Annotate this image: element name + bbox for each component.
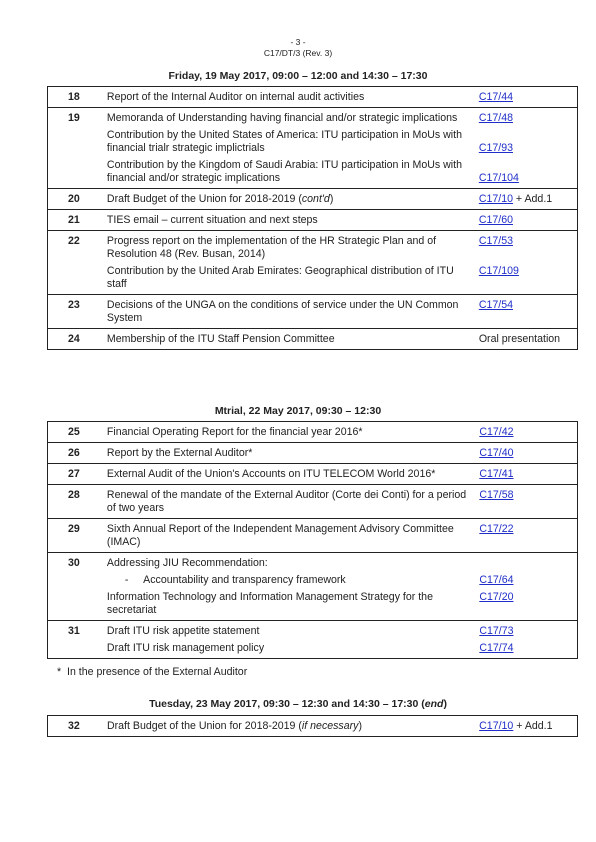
item-description: Contribution by the Kingdom of Saudi Arabia: ITU participation in MoUs with financial and/or strategic implications — [106, 159, 462, 184]
document-link[interactable]: C17/40 — [479, 447, 514, 459]
item-description: Financial Operating Report for the financial year 2016* — [107, 422, 479, 443]
item-description: Memoranda of Understanding having financial and/or strategic implications — [106, 112, 458, 124]
document-link[interactable]: C17/60 — [478, 214, 513, 226]
page-number: - 3 - — [290, 37, 306, 47]
item-description: External Audit of the Union's Accounts on ITU TELECOM World 2016* — [107, 464, 479, 485]
item-description: Information Technology and Information Management Strategy for the secretariat — [106, 591, 433, 616]
item-description: Membership of the ITU Staff Pension Committee — [107, 329, 479, 350]
table-row — [48, 210, 578, 231]
document-link[interactable]: C17/93 — [478, 142, 513, 154]
addendum-label: + Add.1 — [512, 193, 553, 205]
item-description: Draft Budget of the Union for 2018-2019 (if necessary) — [107, 716, 479, 737]
table-row — [48, 295, 578, 329]
document-link[interactable]: C17/104 — [478, 172, 519, 184]
section-title-monday: Mtrial, 22 May 2017, 09:30 – 12:30 — [214, 405, 382, 417]
table-row — [48, 87, 578, 108]
document-link[interactable]: C17/44 — [478, 91, 513, 103]
agenda-table-friday — [47, 86, 578, 350]
item-number: 28 — [48, 485, 107, 519]
table-row — [48, 189, 578, 210]
bullet-dash: - — [124, 574, 129, 586]
table-row — [48, 485, 578, 519]
item-description: Report by the External Auditor* — [107, 443, 479, 464]
item-number: 23 — [48, 295, 107, 329]
document-link[interactable]: C17/41 — [479, 468, 514, 480]
document-link[interactable]: C17/10 — [478, 193, 513, 205]
item-number: 29 — [48, 519, 107, 553]
item-number: 24 — [48, 329, 107, 350]
table-row — [48, 519, 578, 553]
reference-text: Oral presentation — [479, 329, 578, 350]
table-row — [48, 443, 578, 464]
item-description: Decisions of the UNGA on the conditions of service under the UN Common System — [107, 295, 479, 329]
item-description: Contribution by the United States of America: ITU participation in MoUs with financial trialr strategic implictrials — [106, 129, 462, 154]
document-link[interactable]: C17/64 — [479, 574, 514, 586]
item-description: Addressing JIU Recommendation: — [106, 557, 268, 569]
table-row — [48, 553, 578, 621]
document-link[interactable]: C17/20 — [479, 591, 514, 603]
table-row — [48, 329, 578, 350]
document-link[interactable]: C17/73 — [479, 625, 514, 637]
item-description: Sixth Annual Report of the Independent Management Advisory Committee (IMAC) — [107, 519, 479, 553]
item-number: 18 — [48, 87, 107, 108]
table-row — [48, 621, 578, 659]
document-link[interactable]: C17/109 — [478, 265, 519, 277]
agenda-table-tuesday — [47, 715, 578, 737]
item-number: 19 — [48, 108, 107, 189]
item-number: 25 — [48, 422, 107, 443]
table-row — [48, 464, 578, 485]
item-number: 20 — [48, 189, 107, 210]
document-link[interactable]: C17/53 — [478, 235, 513, 247]
table-row — [48, 231, 578, 295]
agenda-table-monday — [47, 421, 578, 659]
document-reference: C17/DT/3 (Rev. 3) — [263, 48, 333, 58]
addendum-label: + Add.1 — [513, 720, 553, 732]
item-number: 32 — [48, 716, 107, 737]
item-number: 22 — [48, 231, 107, 295]
bullet-item: - Accountability and transparency framework — [124, 574, 346, 586]
document-link[interactable]: C17/10 — [479, 720, 514, 732]
item-number: 30 — [48, 553, 107, 621]
document-link[interactable]: C17/22 — [479, 523, 514, 535]
item-description: Contribution by the United Arab Emirates: Geographical distribution of ITU staff — [106, 265, 454, 290]
footnote: * In the presence of the External Auditor — [57, 666, 248, 678]
table-row — [48, 716, 578, 737]
item-description: Draft Budget of the Union for 2018-2019 (cont'd) — [107, 189, 479, 210]
document-link[interactable]: C17/48 — [478, 112, 513, 124]
item-description: Renewal of the mandate of the External Auditor (Corte dei Conti) for a period of two years — [107, 485, 479, 519]
document-link[interactable]: C17/74 — [479, 642, 514, 654]
document-link[interactable]: C17/42 — [479, 426, 514, 438]
document-link[interactable]: C17/58 — [479, 489, 514, 501]
item-number: 26 — [48, 443, 107, 464]
item-number: 21 — [48, 210, 107, 231]
section-title-friday: Friday, 19 May 2017, 09:00 – 12:00 and 14:30 – 17:30 — [168, 70, 428, 82]
section-title-tuesday: Tuesday, 23 May 2017, 09:30 – 12:30 and 14:30 – 17:30 (end) — [149, 698, 447, 710]
document-link[interactable]: C17/54 — [478, 299, 513, 311]
item-description: Draft ITU risk appetite statement — [106, 625, 260, 637]
item-description: TIES email – current situation and next steps — [107, 210, 479, 231]
table-row — [48, 422, 578, 443]
item-description: Progress report on the implementation of the HR Strategic Plan and of Resolution 48 (Rev. Busan, 2014) — [106, 235, 437, 260]
item-description: Draft ITU risk management policy — [106, 642, 265, 654]
item-description: Report of the Internal Auditor on internal audit activities — [107, 87, 479, 108]
item-number: 27 — [48, 464, 107, 485]
table-row — [48, 108, 578, 189]
item-number: 31 — [48, 621, 107, 659]
